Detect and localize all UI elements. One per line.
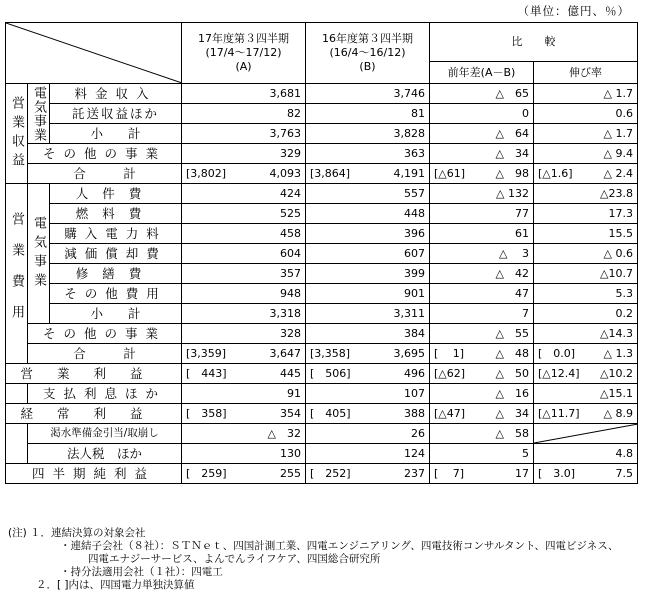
diff-cell <box>430 224 534 244</box>
row-label: 購入電力料 <box>50 224 182 244</box>
value: 17.3 <box>608 207 633 220</box>
value: 91 <box>287 387 301 400</box>
value: 5 <box>522 447 529 460</box>
note-1a: ・連結子会社（８社）：ＳＴＮｅｔ、四国計測工業、四電エンジニアリング、四電技術コンサルタント、四電ビジネス、 <box>60 540 619 552</box>
row-label: 修繕費 <box>50 264 182 284</box>
col-b-cell <box>306 204 430 224</box>
bracket-value: [△62] <box>434 367 466 380</box>
rate-cell <box>534 144 638 164</box>
value: 3,311 <box>393 307 425 320</box>
bracket-value: [3,358] <box>310 347 351 360</box>
value: 3,695 <box>393 347 425 360</box>
row-konyu <box>6 224 638 244</box>
col-a-cell <box>182 324 306 344</box>
value: 82 <box>287 107 301 120</box>
value: 458 <box>280 227 301 240</box>
value: △14.3 <box>600 327 633 340</box>
rate-cell <box>534 264 638 284</box>
col-a-key: (A) <box>235 60 252 73</box>
value: 3,746 <box>393 87 425 100</box>
row-net-income <box>6 464 638 484</box>
value: 0.2 <box>615 307 633 320</box>
rate-cell <box>534 284 638 304</box>
value: 445 <box>280 367 301 380</box>
bracket-value: [ 443] <box>186 367 227 380</box>
row-label: 料金収入 <box>50 84 182 104</box>
col-b-cell <box>306 404 430 424</box>
row-total-expense <box>6 344 638 364</box>
value: 7.5 <box>615 467 633 480</box>
value: 901 <box>404 287 425 300</box>
row-label: その他の事業 <box>28 144 182 164</box>
col-b-cell <box>306 424 430 444</box>
diff-cell <box>430 304 534 324</box>
col-a-cell <box>182 344 306 364</box>
rate-cell <box>534 464 638 484</box>
row-total-revenue <box>6 164 638 184</box>
value: △10.7 <box>600 267 633 280</box>
group-op-expense: 営業費用 <box>6 184 28 364</box>
col-a-cell <box>182 204 306 224</box>
col-a-cell <box>182 284 306 304</box>
value: 357 <box>280 267 301 280</box>
bracket-value: [△11.7] <box>538 407 580 420</box>
value: 607 <box>404 247 425 260</box>
col-b-cell <box>306 384 430 404</box>
header-rate: 伸び率 <box>534 61 638 83</box>
col-b-key: (B) <box>359 60 376 73</box>
value: △15.1 <box>600 387 633 400</box>
rate-cell <box>534 164 638 184</box>
value: 496 <box>404 367 425 380</box>
value: 15.5 <box>608 227 633 240</box>
bracket-value: [ 1] <box>434 347 465 360</box>
diff-cell <box>430 404 534 424</box>
col-a-cell <box>182 184 306 204</box>
value: 0.6 <box>615 107 633 120</box>
value: 107 <box>404 387 425 400</box>
value: 4,093 <box>269 167 301 180</box>
spacer-cell <box>6 424 28 464</box>
value: 525 <box>280 207 301 220</box>
row-label: その他の事業 <box>28 324 182 344</box>
note-1: (注) １．連結決算の対象会社 <box>8 527 146 539</box>
rate-cell <box>534 404 638 424</box>
row-other-revenue <box>6 144 638 164</box>
rate-cell <box>534 424 638 444</box>
header-row-1 <box>6 23 638 62</box>
row-label: 合 計 <box>28 344 182 364</box>
row-sonota-hiyo <box>6 284 638 304</box>
value: 3,647 <box>269 347 301 360</box>
row-shuzen <box>6 264 638 284</box>
row-label: 託送収益ほか <box>50 104 182 124</box>
row-ordinary-income <box>6 404 638 424</box>
value: △ 0.6 <box>603 247 633 260</box>
bracket-value: [ 506] <box>310 367 351 380</box>
value: △ 65 <box>495 87 529 100</box>
value: 557 <box>404 187 425 200</box>
value: 363 <box>404 147 425 160</box>
col-b-cell <box>306 464 430 484</box>
row-label: 減価償却費 <box>50 244 182 264</box>
value: 47 <box>515 287 529 300</box>
col-a-cell <box>182 244 306 264</box>
rate-cell <box>534 244 638 264</box>
value: 448 <box>404 207 425 220</box>
row-ryokin <box>6 84 638 104</box>
value: △ 48 <box>495 347 529 360</box>
value: △ 1.7 <box>603 87 633 100</box>
row-tax <box>6 444 638 464</box>
row-label: 小 計 <box>50 124 182 144</box>
bracket-value: [3,802] <box>186 167 227 180</box>
col-a-cell <box>182 264 306 284</box>
col-b-cell <box>306 284 430 304</box>
col-a-cell <box>182 224 306 244</box>
row-label: 人件費 <box>50 184 182 204</box>
bracket-value: [ 0.0] <box>538 347 576 360</box>
header-compare: 比 較 <box>430 23 638 62</box>
value: △ 98 <box>495 167 529 180</box>
value: 237 <box>404 467 425 480</box>
spacer-cell <box>6 384 28 404</box>
rate-cell <box>534 124 638 144</box>
diff-cell <box>430 244 534 264</box>
value: 77 <box>515 207 529 220</box>
col-b-title: 16年度第３四半期 <box>322 32 413 45</box>
diff-cell <box>430 184 534 204</box>
row-reserve <box>6 424 638 444</box>
value: 5.3 <box>615 287 633 300</box>
col-a-cell <box>182 164 306 184</box>
diff-cell <box>430 364 534 384</box>
value: △ 58 <box>495 427 529 440</box>
row-other-expense <box>6 324 638 344</box>
value: 354 <box>280 407 301 420</box>
rate-cell <box>534 384 638 404</box>
col-a-cell <box>182 84 306 104</box>
value: 7 <box>522 307 529 320</box>
row-jinken <box>6 184 638 204</box>
value: △ 2.4 <box>603 167 633 180</box>
col-b-cell <box>306 364 430 384</box>
value: 4,191 <box>393 167 425 180</box>
value: 61 <box>515 227 529 240</box>
diff-cell <box>430 204 534 224</box>
col-a-cell <box>182 304 306 324</box>
value: △ 132 <box>496 187 529 200</box>
value: △ 8.9 <box>603 407 633 420</box>
note-1b: 四電エナジーサービス、よんでんライフケア、四国総合研究所 <box>88 553 381 565</box>
bracket-value: [ 3.0] <box>538 467 576 480</box>
col-b-cell <box>306 244 430 264</box>
value: 124 <box>404 447 425 460</box>
row-label: 四半期純利益 <box>6 464 182 484</box>
value: 3,828 <box>393 127 425 140</box>
header-diff: 前年差(A－B) <box>430 61 534 83</box>
value: △ 34 <box>495 407 529 420</box>
value: △23.8 <box>600 187 633 200</box>
value: 0 <box>522 107 529 120</box>
rate-cell <box>534 204 638 224</box>
notes <box>8 527 619 592</box>
diff-cell <box>430 424 534 444</box>
diff-cell <box>430 84 534 104</box>
col-a-cell <box>182 364 306 384</box>
col-b-cell <box>306 84 430 104</box>
col-b-cell <box>306 444 430 464</box>
col-a-period: (17/4～17/12) <box>205 46 282 59</box>
value: △ 64 <box>495 127 529 140</box>
value: 396 <box>404 227 425 240</box>
diff-cell <box>430 124 534 144</box>
value: 4.8 <box>615 447 633 460</box>
row-subtotal-expense <box>6 304 638 324</box>
col-b-cell <box>306 224 430 244</box>
bracket-value: [3,359] <box>186 347 227 360</box>
group-op-revenue: 営業収益 <box>6 84 28 184</box>
unit-label: （単位：億円、％） <box>517 4 630 18</box>
diff-cell <box>430 284 534 304</box>
bracket-value: [ 358] <box>186 407 227 420</box>
value: 328 <box>280 327 301 340</box>
empty-diagonal <box>534 424 638 443</box>
bracket-value: [△47] <box>434 407 466 420</box>
value: △ 1.7 <box>603 127 633 140</box>
diff-cell <box>430 464 534 484</box>
bracket-value: [ 405] <box>310 407 351 420</box>
col-a-cell <box>182 124 306 144</box>
col-a-cell <box>182 384 306 404</box>
value: 388 <box>404 407 425 420</box>
row-label: 法人税 ほか <box>28 444 182 464</box>
header-diagonal-cell <box>6 23 182 84</box>
value: △ 50 <box>495 367 529 380</box>
diff-cell <box>430 264 534 284</box>
row-interest <box>6 384 638 404</box>
rate-cell <box>534 324 638 344</box>
header-col-b <box>306 23 430 84</box>
rate-cell <box>534 444 638 464</box>
financial-table <box>5 22 638 484</box>
group-electric-revenue: 電気事業 <box>28 84 50 144</box>
col-b-cell <box>306 184 430 204</box>
value: 329 <box>280 147 301 160</box>
bracket-value: [△12.4] <box>538 367 580 380</box>
value: 604 <box>280 247 301 260</box>
value: 948 <box>280 287 301 300</box>
value: 130 <box>280 447 301 460</box>
col-b-period: (16/4～16/12) <box>329 46 406 59</box>
value: 399 <box>404 267 425 280</box>
rate-cell <box>534 304 638 324</box>
note-2: ２．[ ]内は、四国電力単独決算値 <box>36 579 195 591</box>
rate-cell <box>534 104 638 124</box>
value: △ 42 <box>495 267 529 280</box>
diff-cell <box>430 444 534 464</box>
bracket-value: [ 7] <box>434 467 465 480</box>
rate-cell <box>534 344 638 364</box>
value: 424 <box>280 187 301 200</box>
bracket-value: [△1.6] <box>538 167 573 180</box>
rate-cell <box>534 184 638 204</box>
value: △10.2 <box>600 367 633 380</box>
col-b-cell <box>306 104 430 124</box>
col-b-cell <box>306 324 430 344</box>
col-a-title: 17年度第３四半期 <box>198 32 289 45</box>
diff-cell <box>430 344 534 364</box>
bracket-value: [△61] <box>434 167 466 180</box>
diff-cell <box>430 384 534 404</box>
note-1c: ・持分法適用会社（１社）：四電工 <box>60 566 223 578</box>
bracket-value: [3,864] <box>310 167 351 180</box>
value: 17 <box>515 467 529 480</box>
rate-cell <box>534 84 638 104</box>
rate-cell <box>534 224 638 244</box>
col-b-cell <box>306 124 430 144</box>
header-col-a <box>182 23 306 84</box>
diff-cell <box>430 104 534 124</box>
value: △ 1.3 <box>603 347 633 360</box>
col-a-cell <box>182 104 306 124</box>
row-subtotal-revenue <box>6 124 638 144</box>
value: 81 <box>411 107 425 120</box>
row-genka <box>6 244 638 264</box>
group-electric-expense: 電気事業 <box>28 184 50 324</box>
value: △ 9.4 <box>603 147 633 160</box>
value: △ 34 <box>495 147 529 160</box>
row-label: 支払利息ほか <box>28 384 182 404</box>
row-label: 渇水準備金引当/取崩し <box>28 424 182 444</box>
value: △ 16 <box>495 387 529 400</box>
rate-cell <box>534 364 638 384</box>
diagonal-line <box>6 23 182 83</box>
row-nenryo <box>6 204 638 224</box>
value: △ 32 <box>267 427 301 440</box>
col-b-cell <box>306 344 430 364</box>
col-b-cell <box>306 144 430 164</box>
col-b-cell <box>306 304 430 324</box>
row-label: 小 計 <box>50 304 182 324</box>
col-a-cell <box>182 404 306 424</box>
value: 26 <box>411 427 425 440</box>
row-takuso <box>6 104 638 124</box>
row-label: 営業利益 <box>6 364 182 384</box>
col-a-cell <box>182 144 306 164</box>
value: 3,318 <box>269 307 301 320</box>
value: 384 <box>404 327 425 340</box>
diff-cell <box>430 144 534 164</box>
row-label: 燃料費 <box>50 204 182 224</box>
value: △ 3 <box>499 247 529 260</box>
bracket-value: [ 259] <box>186 467 227 480</box>
col-b-cell <box>306 164 430 184</box>
value: 3,681 <box>269 87 301 100</box>
col-a-cell <box>182 444 306 464</box>
diff-cell <box>430 324 534 344</box>
row-label: 合 計 <box>28 164 182 184</box>
col-a-cell <box>182 464 306 484</box>
row-operating-income <box>6 364 638 384</box>
row-label: その他費用 <box>50 284 182 304</box>
diff-cell <box>430 164 534 184</box>
value: 3,763 <box>269 127 301 140</box>
col-a-cell <box>182 424 306 444</box>
col-b-cell <box>306 264 430 284</box>
row-label: 経常利益 <box>6 404 182 424</box>
value: △ 55 <box>495 327 529 340</box>
value: 255 <box>280 467 301 480</box>
bracket-value: [ 252] <box>310 467 351 480</box>
